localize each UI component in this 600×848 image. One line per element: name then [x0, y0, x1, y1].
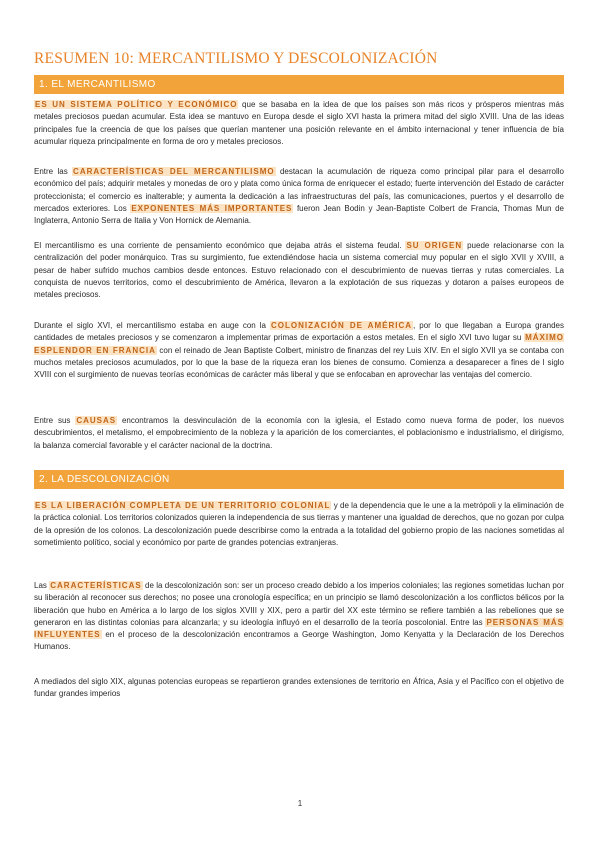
- paragraph-text: Entre sus: [34, 416, 76, 425]
- paragraph-history: [34, 320, 564, 381]
- highlight-term: COLONIZACIÓN DE AMÉRICA: [271, 321, 412, 330]
- paragraph-text: Entre las: [34, 167, 73, 176]
- highlight-term: ES LA LIBERACIÓN COMPLETA DE UN TERRITORIO COLONIAL: [35, 501, 331, 510]
- highlight-term: MÁXIMO ESPLENDOR EN FRANCIA: [34, 333, 564, 355]
- paragraph-text: El mercantilismo es una corriente de pensamiento económico que dejaba atrás el sistema feudal.: [34, 241, 406, 250]
- paragraph-text: en el proceso de la descolonización encontramos a George Washington, Jomo Kenyatta y la Declaración de los Derechos Humanos.: [34, 630, 564, 652]
- highlight-term: CAUSAS: [76, 416, 117, 425]
- paragraph-definition: [34, 99, 564, 148]
- paragraph-text: Las: [34, 581, 50, 590]
- paragraph-text: de la descolonización son: ser un proceso creado debido a los imperios coloniales; las regiones sometidas luchan por su liberación al reconocer sus derechos; no posee una cronología específica; en un principio se llamó descolonización a los conflictos bélicos por la liberación que hubo en América a lo largo de los siglos XVIII y XIX, pero a partir del XX este término se refiere también a las rebeliones que se generaron en las distintas colonias para alcanzarla; y su ideología influyó en el desarrollo de la teoría poscolonial. Entre las: [34, 581, 564, 627]
- section-heading-mercantilismo: 1. EL MERCANTILISMO: [34, 75, 564, 94]
- paragraph-text: fueron Jean Bodin y Jean-Baptiste Colbert de Francia, Thomas Mun de Inglaterra, Antonio Serra de Italia y Von Hornick de Alemania.: [34, 203, 564, 226]
- highlight-term: EXPONENTES MÁS IMPORTANTES: [131, 203, 293, 213]
- section-heading-descolonizacion: 2. LA DESCOLONIZACIÓN: [34, 470, 564, 489]
- paragraph-text: A mediados del siglo XIX, algunas potencias europeas se repartieron grandes extensiones de territorio en África, Asia y el Pacífico con el objetivo de fundar grandes imperios: [34, 677, 564, 699]
- paragraph-empires: [34, 676, 564, 701]
- highlight-term: CARACTERÍSTICAS DEL MERCANTILISMO: [73, 167, 275, 176]
- paragraph-definition: [34, 500, 564, 549]
- highlight-term: CARACTERÍSTICAS: [50, 581, 142, 590]
- document-title: RESUMEN 10: MERCANTILISMO Y DESCOLONIZACIÓN: [34, 50, 438, 67]
- page-number: 1: [297, 799, 303, 808]
- paragraph-text: encontramos la desvinculación de la economía con la iglesia, el Estado como nueva forma de poder, los nuevos descubrimientos, el metalismo, el empobrecimiento de la nobleza y la aparición de los comerciantes, el poblacionismo e industrialismo, el dirigismo, la balanza comercial favorable y el carácter nacional de la doctrina.: [34, 416, 565, 450]
- paragraph-text: , por lo que llegaban a Europa grandes cantidades de metales preciosos y se comenzaron a implementar primas de exportación a estos metales. En el siglo XVI tuvo lugar su: [34, 321, 564, 343]
- paragraph-causes: [34, 415, 564, 452]
- paragraph-characteristics: [34, 166, 564, 227]
- paragraph-text: con el reinado de Jean Baptiste Colbert, ministro de finanzas del rey Luis XIV. En el siglo XVII ya se contaba con muchos metales preciosos acumulados, por lo que la base de la riqueza eran los bienes de consumo. Comienza a desaparecer a fines de l siglo XVIII con el surgimiento de nuevas teorías económicas de carácter más liberal y que se enfocaban en aprovechar las ventajas del comercio.: [34, 345, 564, 380]
- paragraph-text: puede relacionarse con la centralización del poder monárquico. Tras su surgimiento, fue extendiéndose hacia un sistema comercial muy popular en el siglo XVII y XVIII, a pesar de haber sufrido muchos cambios desde entonces. Estuvo relacionado con el descubrimiento de nuevas tierras y rutas comerciales. La conquista de nuevos territorios, como el descubrimiento de América, llevaron a la explotación de sus riquezas y dotaron a países europeos de metales preciosos.: [34, 241, 564, 300]
- highlight-term: PERSONAS MÁS INFLUYENTES: [34, 617, 564, 640]
- paragraph-text: que se basaba en la idea de que los países son más ricos y prósperos mientras más metales preciosos puedan acumular. Esta idea se mantuvo en Europa desde el siglo XVI hasta la primera mitad del siglo XVIII. Una de las ideas principales fue la creencia de que los países que querían mantener una posición relevante en el ámbito internacional y tener influencia de bía acumular riqueza principalmente en forma de oro y metales preciosos.: [34, 100, 565, 146]
- paragraph-characteristics: [34, 580, 564, 654]
- highlight-term: ES UN SISTEMA POLÍTICO Y ECONÓMICO: [35, 100, 238, 109]
- paragraph-origin: [34, 240, 564, 301]
- paragraph-text: destacan la acumulación de riqueza como principal pilar para el desarrollo económico del país; adquirir metales y monedas de oro y plata como única forma de enriquecer el estado; fuerte intervención del Estado de carácter proteccionista; el comercio es inalterable; y aumenta la dedicación a las infraestructuras del país, las comunicaciones, puertos y el desarrollo de mercados exteriores. Los: [34, 167, 564, 213]
- highlight-term: SU ORIGEN: [406, 241, 463, 250]
- paragraph-text: y de la dependencia que le une a la metrópoli y la eliminación de la práctica colonial. Los territorios colonizados quieren la independencia de sus tierras y mantener una igualdad de derechos, que no gozan por culpa de la opresión de los colonos. La descolonización puede describirse como la entrada a la totalidad del gobierno propio de las naciones sometidas al sometimiento político, social y económico por parte de grandes potencias extranjeras.: [34, 501, 564, 547]
- paragraph-text: Durante el siglo XVI, el mercantilismo estaba en auge con la: [34, 321, 271, 330]
